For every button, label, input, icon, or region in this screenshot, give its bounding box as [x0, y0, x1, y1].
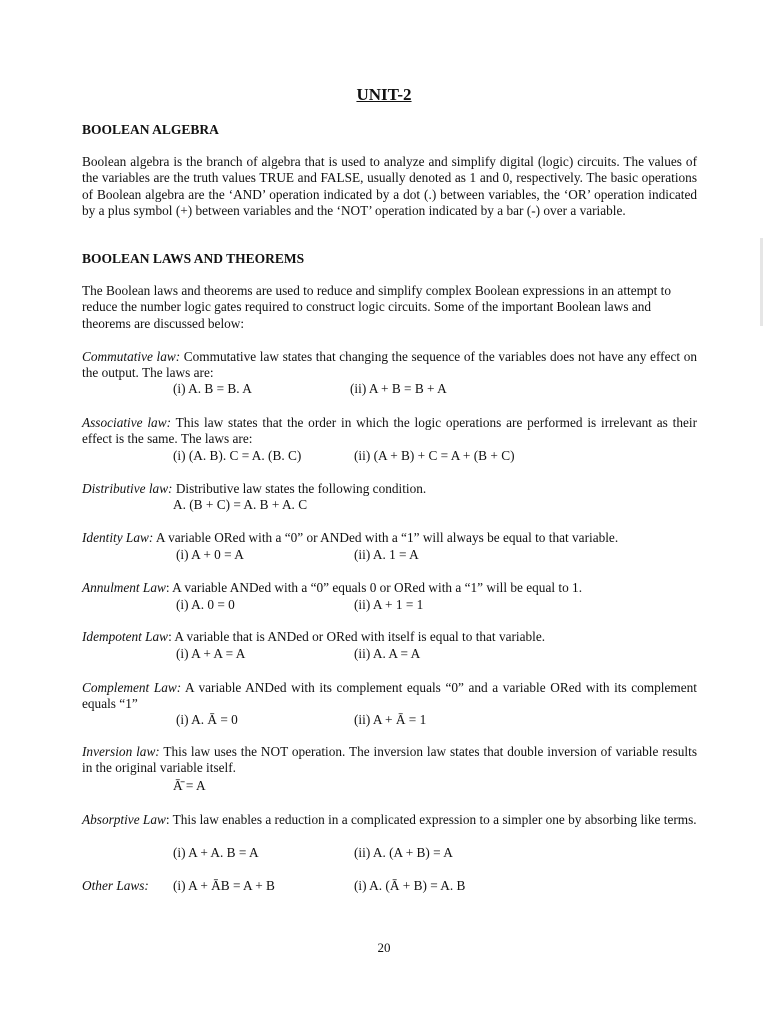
identity-law-name: Identity Law:	[82, 530, 154, 545]
identity-eq-2: (ii) A. 1 = A	[354, 547, 419, 562]
other-laws-name: Other Laws:	[82, 878, 149, 893]
unit-title: UNIT-2	[356, 85, 412, 104]
absorptive-law-name: Absorptive Law	[82, 812, 166, 827]
inversion-eq-1: Ā̄ = A	[173, 778, 206, 793]
associative-law	[82, 415, 697, 448]
complement-law	[82, 680, 697, 713]
scan-edge-shadow	[760, 238, 763, 326]
identity-eq-1: (i) A + 0 = A	[176, 547, 244, 562]
commutative-law-desc: Commutative law states that changing the sequence of the variables does not have any effect on the output. The laws are:	[82, 349, 697, 381]
other-laws-eq-2: (i) A. (Ā + B) = A. B	[354, 878, 466, 893]
commutative-eq-1: (i) A. B = B. A	[173, 381, 252, 396]
idempotent-law-name: Idempotent Law	[82, 629, 169, 644]
associative-law-name: Associative law:	[82, 415, 172, 430]
inversion-law-name: Inversion law:	[82, 744, 160, 759]
idempotent-law-desc: : A variable that is ANDed or ORed with itself is equal to that variable.	[168, 629, 546, 644]
commutative-law-name: Commutative law:	[82, 349, 181, 364]
absorptive-eq-1: (i) A + A. B = A	[173, 845, 259, 860]
distributive-law-name: Distributive law:	[82, 481, 173, 496]
commutative-law	[82, 349, 697, 382]
other-laws-eq-1: (i) A + ĀB = A + B	[173, 878, 275, 893]
complement-law-desc: A variable ANDed with its complement equals “0” and a variable ORed with its complement equals “1”	[82, 680, 697, 712]
annulment-law-desc: : A variable ANDed with a “0” equals 0 or ORed with a “1” will be equal to 1.	[165, 580, 583, 595]
absorptive-law-desc: : This law enables a reduction in a complicated expression to a simpler one by absorbing like terms.	[165, 812, 697, 827]
inversion-law-desc: This law uses the NOT operation. The inversion law states that double inversion of variable results in the original variable itself.	[82, 744, 697, 776]
complement-eq-1: (i) A. Ā = 0	[176, 712, 238, 727]
boolean-algebra-paragraph: Boolean algebra is the branch of algebra that is used to analyze and simplify digital (logic) circuits. The values of the variables are the truth values TRUE and FALSE, usually denoted as 1 and 0, respectively. The basic operations of Boolean algebra are the ‘AND’ operation indicated by a dot (.) between variables, the ‘OR’ operation indicated by a plus symbol (+) between variables and the ‘NOT’ operation indicated by a bar (-) over a variable.	[82, 154, 697, 219]
distributive-law	[82, 481, 697, 497]
commutative-eq-2: (ii) A + B = B + A	[350, 381, 447, 396]
complement-law-name: Complement Law:	[82, 680, 182, 695]
complement-eq-2: (ii) A + Ā = 1	[354, 712, 427, 727]
inversion-law	[82, 744, 697, 777]
distributive-eq-1: A. (B + C) = A. B + A. C	[173, 497, 308, 512]
identity-law	[82, 530, 697, 546]
annulment-law-name: Annulment Law	[82, 580, 166, 595]
distributive-law-desc: Distributive law states the following condition.	[172, 481, 427, 496]
heading-boolean-algebra: BOOLEAN ALGEBRA	[82, 122, 219, 137]
associative-eq-1: (i) (A. B). C = A. (B. C)	[173, 448, 302, 463]
idempotent-eq-2: (ii) A. A = A	[354, 646, 421, 661]
heading-boolean-laws: BOOLEAN LAWS AND THEOREMS	[82, 251, 305, 266]
identity-law-desc: A variable ORed with a “0” or ANDed with a “1” will always be equal to that variable.	[153, 530, 619, 545]
annulment-law	[82, 580, 697, 596]
absorptive-law	[82, 812, 697, 828]
boolean-laws-paragraph: The Boolean laws and theorems are used to reduce and simplify complex Boolean expressions in an attempt to reduce the number logic gates required to construct logic circuits. Some of the important Boolean laws and theorems are discussed below:	[82, 283, 671, 331]
idempotent-law	[82, 629, 697, 645]
page-number: 20	[377, 940, 391, 955]
absorptive-eq-2: (ii) A. (A + B) = A	[354, 845, 453, 860]
associative-eq-2: (ii) (A + B) + C = A + (B + C)	[354, 448, 515, 463]
associative-law-desc: This law states that the order in which the logic operations are performed is irrelevant as their effect is the same. The laws are:	[82, 415, 697, 447]
annulment-eq-1: (i) A. 0 = 0	[176, 597, 235, 612]
idempotent-eq-1: (i) A + A = A	[176, 646, 246, 661]
annulment-eq-2: (ii) A + 1 = 1	[354, 597, 424, 612]
